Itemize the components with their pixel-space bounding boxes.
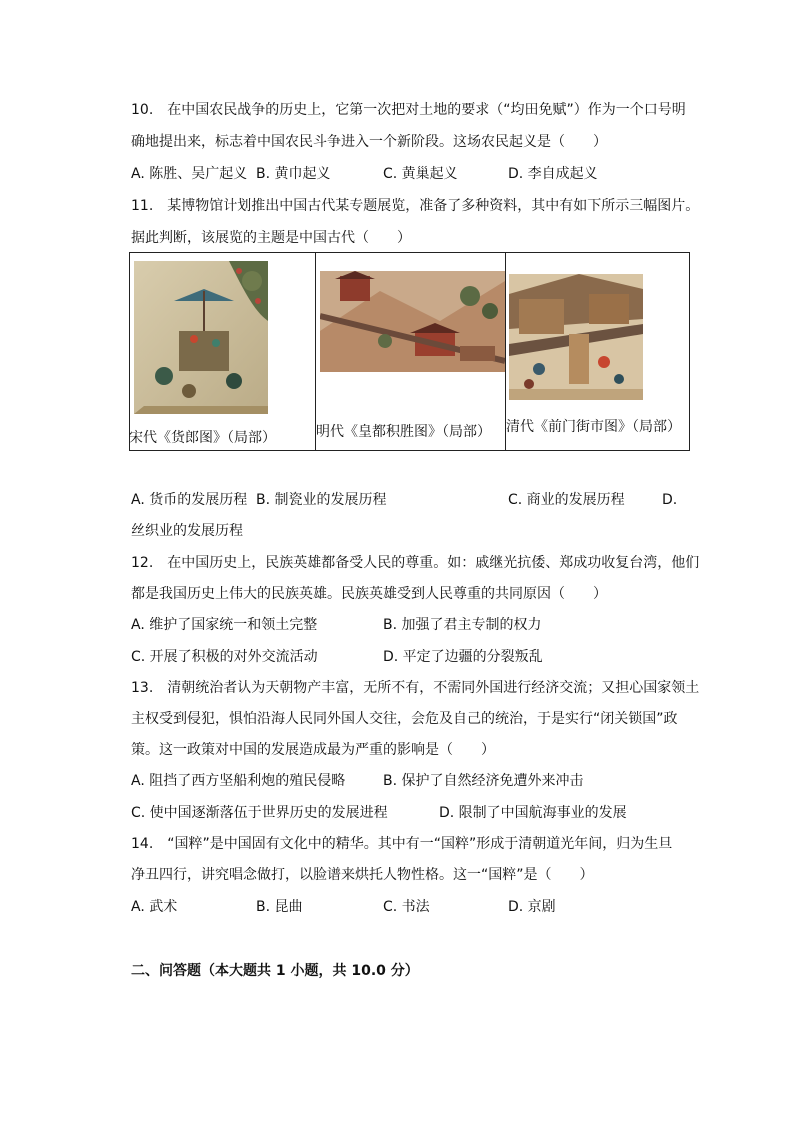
q13-option-a: A. 阻挡了西方坚船利炮的殖民侵略: [131, 773, 346, 789]
q13-option-d: D. 限制了中国航海事业的发展: [439, 805, 627, 821]
q11-stem-line1: 11. 某博物馆计划推出中国古代某专题展览，准备了多种资料，其中有如下所示三幅图片。: [131, 198, 700, 214]
q14-stem-line2: 净丑四行，讲究唱念做打，以脸谱来烘托人物性格。这一“国粹”是（ ）: [131, 867, 594, 883]
q10-option-d: D. 李自成起义: [508, 166, 598, 182]
q12-option-b: B. 加强了君主专制的权力: [383, 617, 542, 633]
qing-qianmen-painting: [509, 274, 643, 400]
q11-option-a: A. 货币的发展历程: [131, 492, 248, 508]
q10-stem-line1: 10. 在中国农民战争的历史上，它第一次把对土地的要求（“均田免赋”）作为一个口号明: [131, 102, 686, 118]
q12-stem-line2: 都是我国历史上伟大的民族英雄。民族英雄受到人民尊重的共同原因（ ）: [131, 586, 607, 602]
q11-option-d-text: 丝织业的发展历程: [131, 523, 243, 539]
q11-option-c: C. 商业的发展历程: [508, 492, 625, 508]
q10-stem-line2: 确地提出来，标志着中国农民斗争进入一个新阶段。这场农民起义是（ ）: [131, 134, 607, 150]
q11-stem-line2: 据此判断，该展览的主题是中国古代（ ）: [131, 230, 411, 246]
q14-option-c: C. 书法: [383, 899, 430, 915]
image-cell-qing: [506, 253, 689, 450]
q13-option-b: B. 保护了自然经济免遭外来冲击: [383, 773, 584, 789]
q12-option-c: C. 开展了积极的对外交流活动: [131, 649, 318, 665]
q13-stem-line2: 主权受到侵犯，惧怕沿海人民同外国人交往，会危及自己的统治，于是实行“闭关锁国”政: [131, 711, 678, 727]
q14-option-a: A. 武术: [131, 899, 178, 915]
caption-qing: 清代《前门街市图》（局部）: [506, 419, 681, 435]
image-cell-song: [130, 253, 316, 450]
q14-stem-line1: 14. “国粹”是中国固有文化中的精华。其中有一“国粹”形成于清朝道光年间，归为生旦: [131, 836, 673, 852]
q12-option-d: D. 平定了边疆的分裂叛乱: [383, 649, 543, 665]
q10-option-a: A. 陈胜、吴广起义: [131, 166, 248, 182]
ming-huangdu-painting: [320, 271, 505, 372]
q11-option-d: D.: [662, 492, 678, 508]
q11-option-b: B. 制瓷业的发展历程: [256, 492, 387, 508]
section-title: 二、问答题（本大题共 1 小题，共 10.0 分）: [131, 963, 419, 979]
q13-stem-line3: 策。这一政策对中国的发展造成最为严重的影响是（ ）: [131, 742, 495, 758]
q14-option-d: D. 京剧: [508, 899, 556, 915]
q14-option-b: B. 昆曲: [256, 899, 303, 915]
song-huolang-painting: [134, 261, 268, 414]
image-cell-ming: [316, 253, 506, 450]
q10-option-c: C. 黄巢起义: [383, 166, 458, 182]
q13-option-c: C. 使中国逐渐落伍于世界历史的发展进程: [131, 805, 388, 821]
q12-option-a: A. 维护了国家统一和领土完整: [131, 617, 318, 633]
image-table: [129, 252, 690, 451]
q12-stem-line1: 12. 在中国历史上，民族英雄都备受人民的尊重。如：戚继光抗倭、郑成功收复台湾，他们: [131, 555, 700, 571]
caption-song: 宋代《货郎图》（局部）: [129, 430, 276, 446]
q10-option-b: B. 黄巾起义: [256, 166, 331, 182]
q13-stem-line1: 13. 清朝统治者认为天朝物产丰富，无所不有，不需同外国进行经济交流；又担心国家领土: [131, 680, 700, 696]
caption-ming: 明代《皇都积胜图》（局部）: [316, 424, 491, 440]
